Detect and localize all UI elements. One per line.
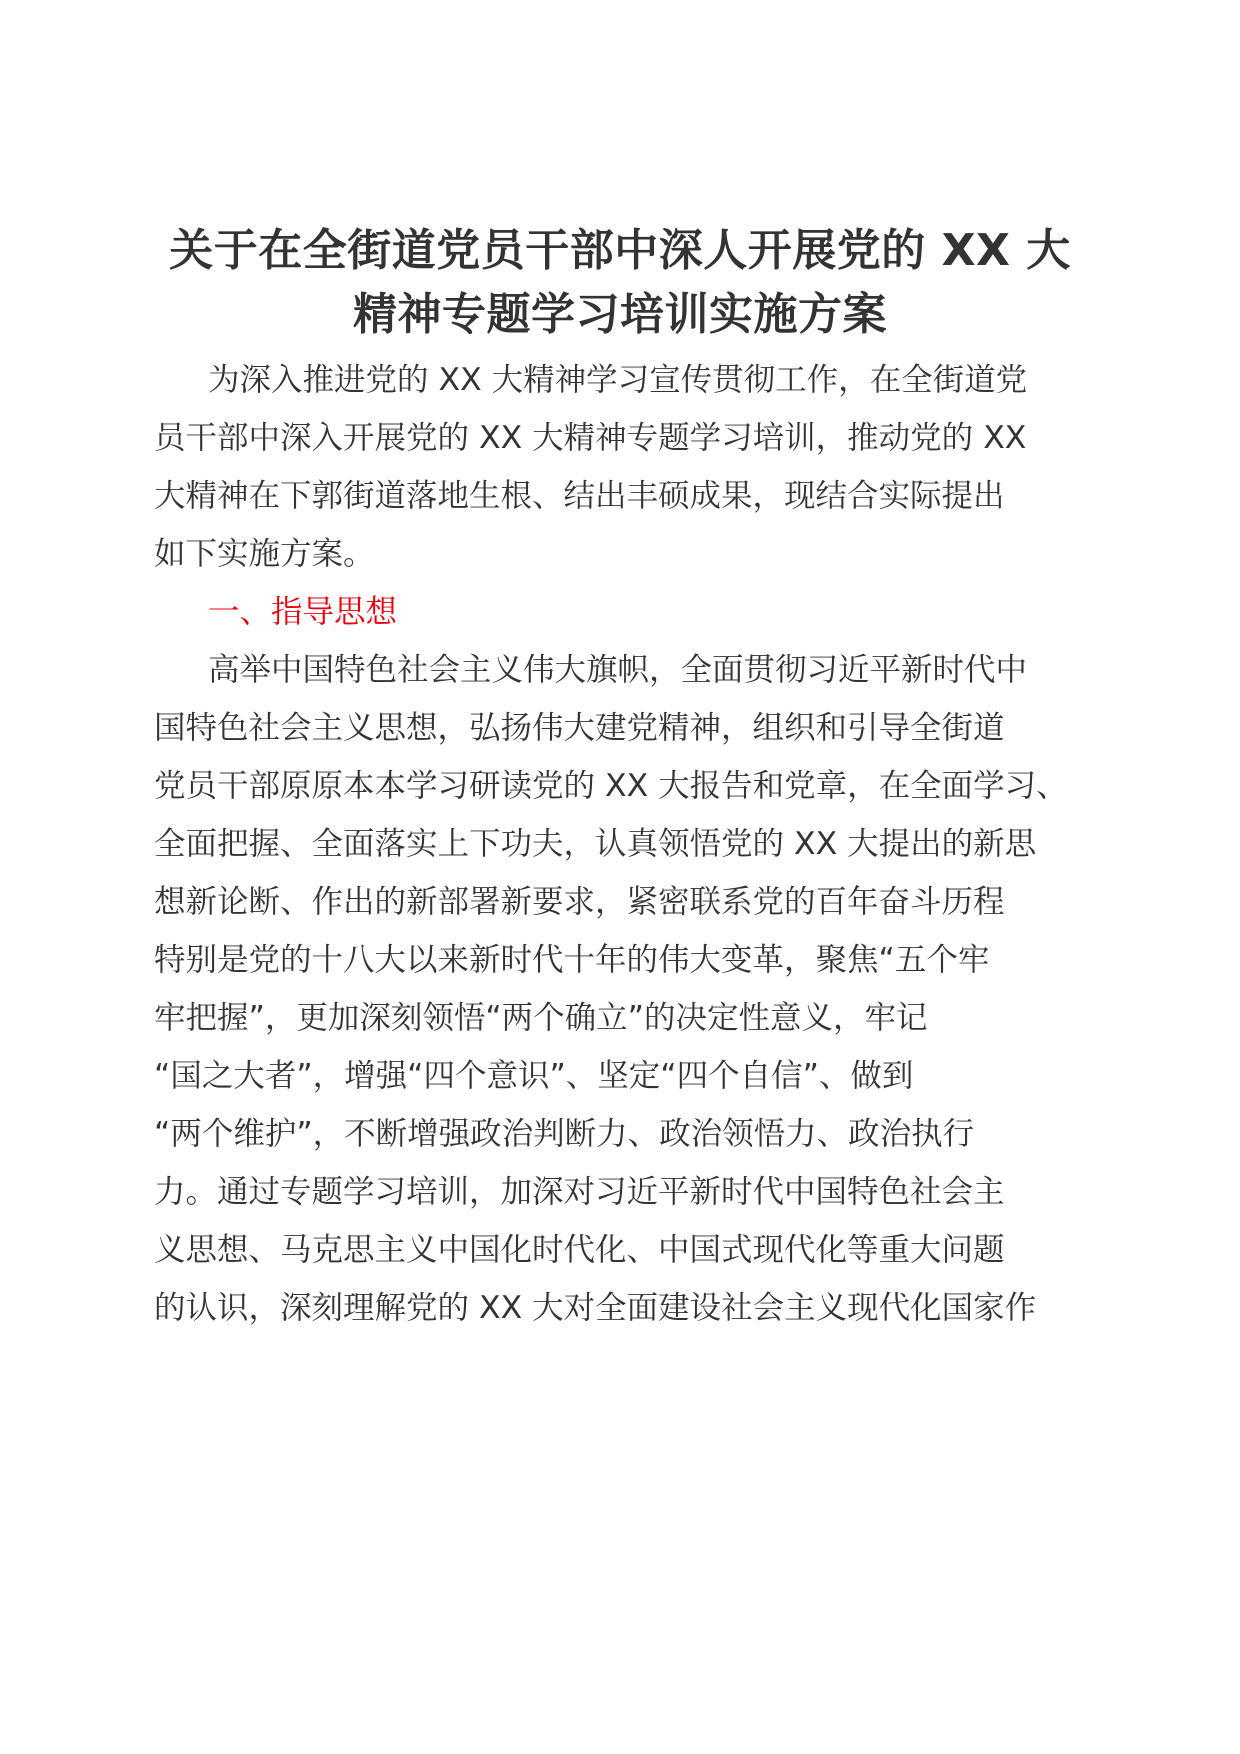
- intro-line-3: 大精神在下郭街道落地生根、结出丰硕成果，现结合实际提出: [154, 478, 1005, 514]
- section1-line-11: 义思想、马克思主义中国化时代化、中国式现代化等重大问题: [154, 1232, 1005, 1268]
- intro-line-1: 为深入推进党的 XX 大精神学习宣传贯彻工作，在全街道党: [208, 362, 1028, 398]
- intro-line-2: 员干部中深入开展党的 XX 大精神专题学习培训，推动党的 XX: [154, 420, 1027, 456]
- intro-line-4: 如下实施方案。: [154, 536, 375, 572]
- document-title-line-1: 关于在全街道党员干部中深人开展党的 XX 大: [169, 225, 1071, 276]
- section1-line-2: 国特色社会主义思想，弘扬伟大建党精神，组织和引导全街道: [154, 710, 1005, 746]
- section1-line-10: 力。通过专题学习培训，加深对习近平新时代中国特色社会主: [154, 1174, 1005, 1210]
- section-heading-guiding-ideology: 一、指导思想: [208, 594, 398, 630]
- section1-line-3: 党员干部原原本本学习研读党的 XX 大报告和党章，在全面学习、: [154, 768, 1068, 804]
- section1-line-7: 牢把握”，更加深刻领悟“两个确立”的决定性意义，牢记: [154, 1000, 928, 1036]
- section1-line-9: “两个维护”，不断增强政治判断力、政治领悟力、政治执行: [154, 1116, 975, 1152]
- section1-line-6: 特别是党的十八大以来新时代十年的伟大变革，聚焦“五个牢: [154, 942, 990, 978]
- section1-line-4: 全面把握、全面落实上下功夫，认真领悟党的 XX 大提出的新思: [154, 826, 1037, 862]
- section1-line-8: “国之大者”，增强“四个意识”、坚定“四个自信”、做到: [154, 1058, 914, 1094]
- section1-line-1: 高举中国特色社会主义伟大旗帜，全面贯彻习近平新时代中: [208, 652, 1028, 688]
- document-title-line-2: 精神专题学习培训实施方案: [353, 289, 887, 340]
- section1-line-5: 想新论断、作出的新部署新要求，紧密联系党的百年奋斗历程: [154, 884, 1005, 920]
- section1-line-12: 的认识，深刻理解党的 XX 大对全面建设社会主义现代化国家作: [154, 1290, 1037, 1326]
